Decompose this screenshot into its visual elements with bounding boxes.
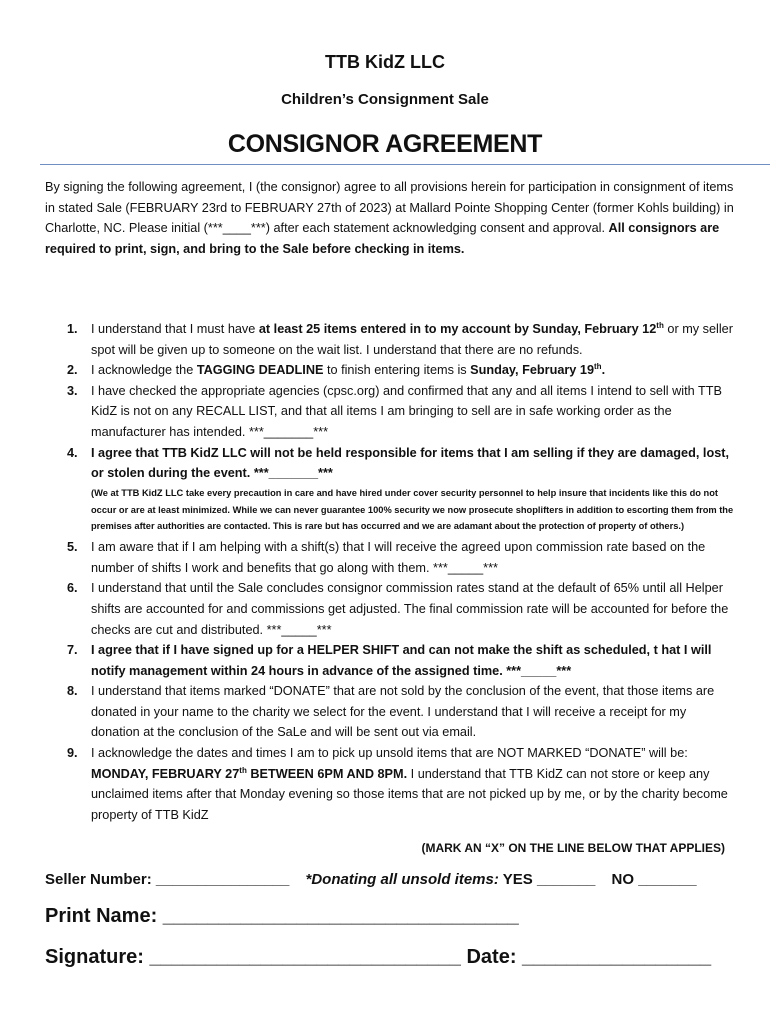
item-number: 5. xyxy=(67,540,78,555)
item-bold-text: BETWEEN 6PM AND 8PM. xyxy=(246,766,408,781)
donate-yes-field[interactable]: YES _______ xyxy=(502,871,596,888)
organization-name: TTB KidZ LLC xyxy=(325,52,445,72)
intro-text: By signing the following agreement, I (the consignor) agree to all provisions herein for participation in consignment of items in stated Sale (FEBRUARY 23rd to FEBRUARY 27th of 2023) at Mallard Pointe Shopping Center (former Kohls building) in Charlotte, NC. Please initial (***____***) after each statement acknowledging consent and approval. xyxy=(45,180,734,236)
donate-no-field[interactable]: NO _______ xyxy=(611,871,697,888)
item-number: 4. xyxy=(67,445,78,460)
item-text: I understand that items marked “DONATE” that are not sold by the conclusion of the event, that those items are donated in your name to the charity we select for the event. I understand that I will receive a receipt for my donation at the conclusion of the SaLe and will be sent out via email. xyxy=(91,684,715,740)
agreement-item-5 xyxy=(45,537,735,578)
donating-label: *Donating all unsold items: xyxy=(305,871,499,888)
item-bold-text: . xyxy=(601,363,606,378)
item-number: 8. xyxy=(67,684,78,699)
title-divider xyxy=(40,164,770,165)
document-title: CONSIGNOR AGREEMENT xyxy=(227,130,543,158)
date-field[interactable]: Date: _________________ xyxy=(466,946,712,968)
item-text: I understand that I must have xyxy=(91,322,259,336)
item-number: 7. xyxy=(67,643,78,658)
agreement-item-2 xyxy=(45,360,735,381)
item-bold-text: TAGGING DEADLINE xyxy=(196,363,324,378)
mark-instruction: (MARK AN “X” ON THE LINE BELOW THAT APPLIES) xyxy=(421,841,725,855)
item-bold-text: Sunday, February 19 xyxy=(470,363,595,378)
agreement-item-3 xyxy=(45,381,735,443)
item-text: I have checked the appropriate agencies (cpsc.org) and confirmed that any and all items I intend to sell with TTB KidZ is not on any RECALL LIST, and that all items I am bringing to sell are in safe working order as the manufacturer has intended. ***_______*** xyxy=(91,383,722,439)
item-text: to finish entering items is xyxy=(323,363,471,378)
document-subtitle: Children’s Consignment Sale xyxy=(281,91,489,108)
agreement-list xyxy=(45,319,735,825)
item-text: or my seller spot will be given up to someone on the wait list. I understand that there are no refunds. xyxy=(91,322,733,357)
seller-number-field[interactable]: Seller Number: ________________ xyxy=(45,871,290,888)
item-text: I acknowledge the xyxy=(91,363,197,378)
item-bold-text: MONDAY, FEBRUARY 27 xyxy=(91,766,240,781)
signature-field[interactable]: Signature: ____________________________ xyxy=(45,946,461,968)
item-bold-text: I agree that TTB KidZ LLC will not be held responsible for items that I am selling if they are damaged, lost, or stolen during the event. ***_______*** xyxy=(91,445,729,481)
agreement-item-6 xyxy=(45,578,735,640)
item-text: I understand that until the Sale concludes consignor commission rates stand at the default of 65% until all Helper shifts are accounted for and commissions get adjusted. The final commission rate will be accounted for before the checks are cut and distributed. ***_____*** xyxy=(91,581,729,637)
signature-date-row xyxy=(45,946,711,969)
ordinal-suffix: th xyxy=(239,765,247,775)
intro-paragraph xyxy=(45,177,735,259)
print-name-field[interactable]: Print Name: ________________________________ xyxy=(45,905,519,927)
item-number: 2. xyxy=(67,363,78,378)
item-text: I acknowledge the dates and times I am to pick up unsold items that are NOT MARKED “DONATE” will be: xyxy=(91,746,688,761)
item-text: I am aware that if I am helping with a shift(s) that I will receive the agreed upon commission rate based on the number of shifts I work and benefits that go along with them. ***_____*** xyxy=(91,540,706,575)
agreement-item-9 xyxy=(45,743,735,825)
item-text: I understand that TTB KidZ can not store or keep any unclaimed items after that Monday evening so those items that are not picked up by me, or by the charity become property of TTB KidZ xyxy=(91,766,728,822)
ordinal-suffix: th xyxy=(656,320,664,330)
item-number: 1. xyxy=(67,322,78,336)
agreement-item-7 xyxy=(45,640,735,681)
item-bold-text: I agree that if I have signed up for a HELPER SHIFT and can not make the shift as scheduled, t hat I will notify management within 24 hours in advance of the assigned time. ***_____*** xyxy=(91,643,712,678)
security-note: (We at TTB KidZ LLC take every precaution in care and have hired under cover security personnel to help insure that incidents like this do not occur or are at least minimized. While we can never guarantee 100% security we now prosecute shoplifters in addition to escorting them from the premises after authorities are contacted. This is rare but has occurred and we are adamant about the protection of property of others.) xyxy=(91,487,734,532)
item-number: 9. xyxy=(67,746,78,761)
seller-donation-row xyxy=(45,871,697,888)
agreement-item-8 xyxy=(45,681,735,743)
agreement-item-1 xyxy=(45,319,735,360)
ordinal-suffix: th xyxy=(594,361,602,371)
item-number: 3. xyxy=(67,383,78,398)
item-bold-text: at least 25 items entered in to my account by Sunday, February 12 xyxy=(258,322,657,336)
agreement-item-4 xyxy=(45,443,735,538)
intro-bold-text: All consignors are required to print, sign, and bring to the Sale before checking in items. xyxy=(45,221,720,256)
item-number: 6. xyxy=(67,581,78,596)
